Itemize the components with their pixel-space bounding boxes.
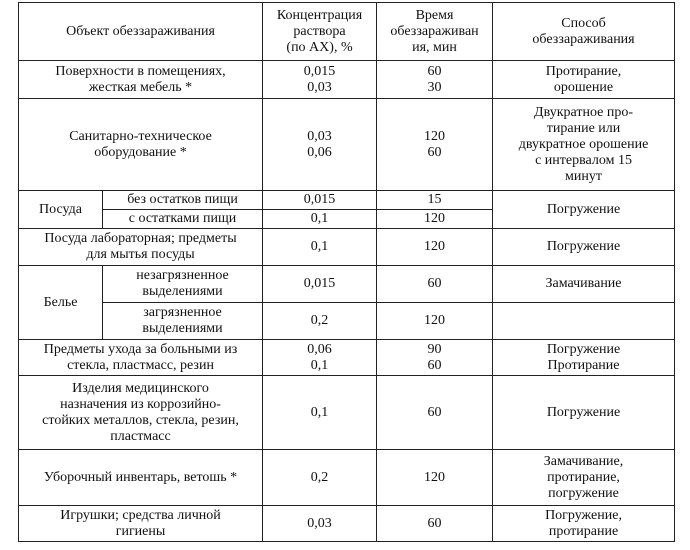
cell-object <box>19 191 103 229</box>
time-value: 60 <box>427 357 442 373</box>
header-time-line: Время <box>415 7 454 23</box>
object-line: стойких металлов, стекла, резин, <box>42 412 239 428</box>
concentration-value: 0,015 <box>303 63 336 79</box>
header-concentration-line: Концентрация <box>276 7 363 23</box>
header-time <box>377 3 493 61</box>
object-label: Белье <box>43 294 78 310</box>
cell-concentration <box>263 210 377 229</box>
time-value: 120 <box>424 128 446 144</box>
time-value: 60 <box>427 276 442 291</box>
table-row <box>19 61 675 99</box>
cell-method <box>493 450 675 506</box>
subobject-line: загрязненное <box>143 305 222 320</box>
cell-object <box>19 266 103 340</box>
object-line: Поверхности в помещениях, <box>55 63 226 79</box>
table-row <box>19 450 675 506</box>
method-line: Протирание, <box>545 63 622 79</box>
time-value: 30 <box>427 79 442 95</box>
table-row <box>19 99 675 191</box>
cell-method <box>493 61 675 99</box>
time-value: 60 <box>427 515 442 531</box>
cell-concentration <box>263 340 377 376</box>
header-concentration-line: (по АХ), % <box>286 39 353 55</box>
table-row <box>19 506 675 542</box>
cell-time <box>377 303 493 340</box>
method-line: Погружение <box>546 341 621 357</box>
method-line: погружение <box>548 485 619 501</box>
object-line: Изделия медицинского <box>72 380 209 396</box>
object-line: для мытья посуды <box>86 247 195 262</box>
concentration-value: 0,015 <box>303 192 336 207</box>
time-value: 120 <box>424 211 446 226</box>
cell-time <box>377 266 493 303</box>
table-row <box>19 376 675 450</box>
time-value: 60 <box>427 144 442 160</box>
cell-object <box>19 99 263 191</box>
header-concentration <box>263 3 377 61</box>
method-line: Протирание <box>547 357 620 373</box>
cell-time <box>377 191 493 210</box>
table-row <box>19 266 675 303</box>
object-line: Посуда лабораторная; предметы <box>44 231 237 246</box>
disinfection-table-wrapper <box>18 2 674 542</box>
cell-concentration <box>263 61 377 99</box>
time-value: 15 <box>427 192 442 207</box>
time-value: 60 <box>427 404 442 420</box>
header-time-line: обеззараживан <box>390 23 479 39</box>
cell-object <box>19 506 263 542</box>
concentration-value: 0,1 <box>310 404 329 420</box>
time-value: 120 <box>424 313 446 328</box>
header-time-line: ия, мин <box>412 39 457 55</box>
time-value: 120 <box>424 469 446 485</box>
cell-concentration <box>263 266 377 303</box>
concentration-value: 0,06 <box>307 144 332 160</box>
header-method <box>493 3 675 61</box>
method-line: Замачивание, <box>543 453 624 469</box>
cell-method <box>493 99 675 191</box>
method-line: двукратное орошение <box>518 136 649 152</box>
object-label: Уборочный инвентарь, ветошь * <box>43 469 238 485</box>
header-object-label: Объект обеззараживания <box>66 23 215 39</box>
cell-method <box>493 191 675 229</box>
cell-time <box>377 61 493 99</box>
concentration-value: 0,2 <box>310 469 329 485</box>
method-line: орошение <box>553 79 614 95</box>
subobject-label: с остатками пищи <box>128 211 237 226</box>
cell-object <box>19 376 263 450</box>
cell-time <box>377 99 493 191</box>
concentration-value: 0,2 <box>310 313 329 328</box>
concentration-value: 0,1 <box>310 357 329 373</box>
cell-concentration <box>263 303 377 340</box>
method-line: минут <box>565 168 602 184</box>
cell-concentration <box>263 506 377 542</box>
cell-method-empty <box>493 303 675 340</box>
cell-time <box>377 450 493 506</box>
object-line: Игрушки; средства личной <box>60 507 221 523</box>
cell-method <box>493 229 675 266</box>
concentration-value: 0,03 <box>307 515 332 531</box>
cell-concentration <box>263 376 377 450</box>
cell-object <box>19 229 263 266</box>
table-row <box>19 340 675 376</box>
cell-subobject <box>103 191 263 210</box>
object-label: Посуда <box>39 201 82 217</box>
header-method-line: обеззараживания <box>532 31 635 47</box>
object-line: стекла, пластмасс, резин <box>67 357 214 373</box>
concentration-value: 0,1 <box>310 239 329 254</box>
cell-concentration <box>263 229 377 266</box>
concentration-value: 0,03 <box>307 128 332 144</box>
time-value: 60 <box>427 63 442 79</box>
cell-object <box>19 340 263 376</box>
cell-method <box>493 266 675 303</box>
concentration-value: 0,03 <box>307 79 332 95</box>
cell-method <box>493 376 675 450</box>
method-line: Замачивание <box>545 276 622 291</box>
object-line: Санитарно-техническое <box>69 128 212 144</box>
method-line: Двукратное про- <box>534 104 633 120</box>
object-line: пластмасс <box>110 428 171 444</box>
cell-subobject <box>103 303 263 340</box>
method-line: протирание, <box>547 469 620 485</box>
table-header-row <box>19 3 675 61</box>
disinfection-table <box>18 2 675 542</box>
method-line: Погружение <box>546 239 621 254</box>
cell-subobject <box>103 210 263 229</box>
concentration-value: 0,1 <box>310 211 329 226</box>
object-line: оборудование * <box>94 144 187 160</box>
method-line: тирание или <box>546 120 621 136</box>
subobject-label: без остатков пищи <box>127 192 238 207</box>
table-row <box>19 303 675 340</box>
object-line: назначения из коррозийно- <box>60 396 221 412</box>
method-line: Погружение <box>546 404 621 420</box>
cell-time <box>377 210 493 229</box>
method-line: с интервалом 15 <box>535 152 632 168</box>
cell-object <box>19 450 263 506</box>
method-line: Погружение <box>546 201 621 217</box>
subobject-line: выделениями <box>142 321 223 336</box>
cell-concentration <box>263 99 377 191</box>
cell-method <box>493 340 675 376</box>
cell-time <box>377 229 493 266</box>
header-method-line: Способ <box>561 15 606 31</box>
time-value: 90 <box>427 341 442 357</box>
cell-object <box>19 61 263 99</box>
header-concentration-line: раствора <box>293 23 346 39</box>
cell-subobject <box>103 266 263 303</box>
table-row <box>19 191 675 210</box>
concentration-value: 0,015 <box>303 276 336 291</box>
cell-concentration <box>263 191 377 210</box>
cell-method <box>493 506 675 542</box>
header-object <box>19 3 263 61</box>
method-line: Погружение, <box>545 507 622 523</box>
object-line: жесткая мебель * <box>88 79 193 95</box>
subobject-line: незагрязненное <box>136 268 229 283</box>
subobject-line: выделениями <box>142 284 223 299</box>
object-line: Предметы ухода за больными из <box>43 341 238 357</box>
method-line: протирание <box>548 523 619 539</box>
concentration-value: 0,06 <box>307 341 332 357</box>
table-row <box>19 229 675 266</box>
cell-concentration <box>263 450 377 506</box>
cell-time <box>377 506 493 542</box>
time-value: 120 <box>424 239 446 254</box>
cell-time <box>377 376 493 450</box>
cell-time <box>377 340 493 376</box>
object-line: гигиены <box>115 523 166 539</box>
